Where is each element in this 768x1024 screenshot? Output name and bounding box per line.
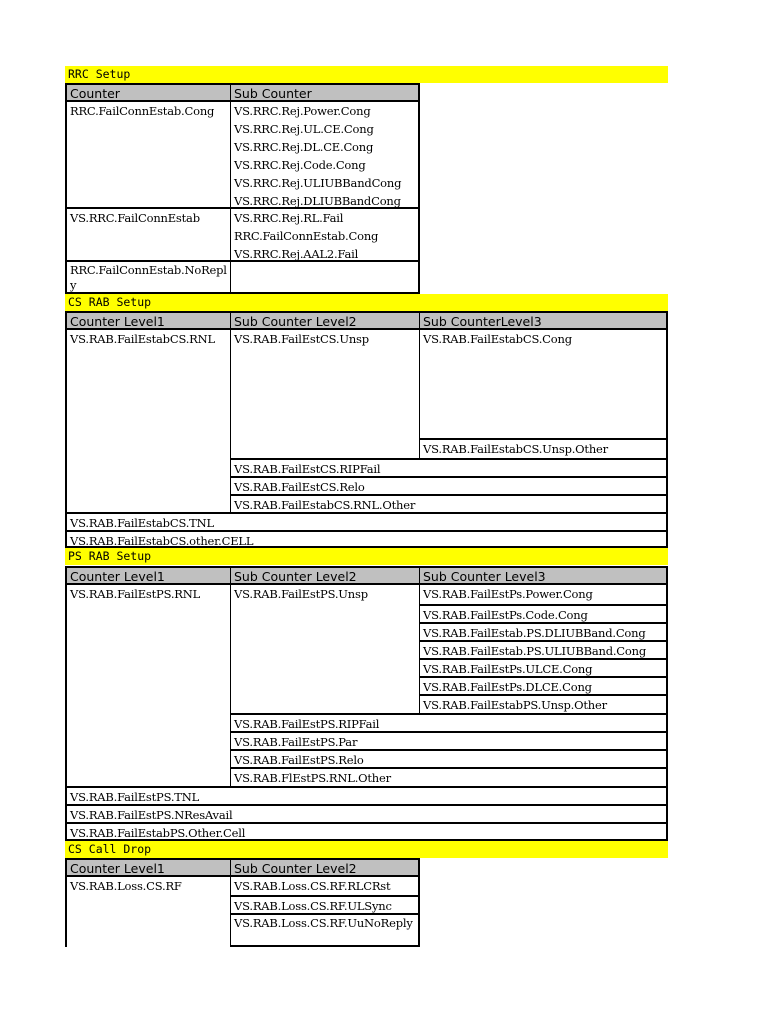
counter-level1-cell[interactable]: VS.RAB.FailEstPS.NResAvail (65, 804, 668, 822)
sub-counter-item: VS.RRC.Rej.ULIUBBandCong (234, 176, 402, 190)
counter-level2-cell[interactable]: VS.RAB.FailEstPS.Unsp (231, 585, 420, 713)
counter-level3-cell[interactable]: VS.RAB.FailEstab.PS.DLIUBBand.Cong (420, 622, 668, 640)
sub-counter-item: VS.RRC.Rej.RL.Fail (234, 211, 344, 225)
counter-level1-cell[interactable]: VS.RAB.Loss.CS.RF (65, 877, 231, 947)
counter-level2-cell[interactable]: VS.RAB.FailEstabCS.RNL.Other (231, 494, 668, 512)
header-sub-counter-level3[interactable]: Sub CounterLevel3 (420, 311, 668, 330)
counter-level3-cell[interactable]: VS.RAB.FailEstPs.DLCE.Cong (420, 676, 668, 694)
counter-level2-cell[interactable]: VS.RAB.Loss.CS.RF.UuNoReply (231, 913, 420, 947)
header-counter-level1[interactable]: Counter Level1 (65, 566, 231, 585)
counter-level1-cell[interactable]: VS.RAB.FailEstabCS.RNL (65, 330, 231, 512)
section-title-rrc-setup[interactable]: RRC Setup (65, 66, 668, 83)
counter-level1-cell[interactable]: VS.RAB.FailEstPS.TNL (65, 786, 668, 804)
counter-level1-cell[interactable]: VS.RAB.FailEstPS.RNL (65, 585, 231, 786)
counter-level1-cell[interactable]: VS.RAB.FailEstabCS.TNL (65, 512, 668, 530)
rrc-counter-cell[interactable]: RRC.FailConnEstab.Cong (65, 102, 231, 207)
sub-counter-item: VS.RRC.Rej.Code.Cong (234, 158, 366, 172)
counter-level2-cell[interactable]: VS.RAB.FailEstPS.Relo (231, 749, 668, 767)
header-sub-counter-level2[interactable]: Sub Counter Level2 (231, 858, 420, 877)
header-counter[interactable]: Counter (65, 83, 231, 102)
sub-counter-item: VS.RRC.Rej.AAL2.Fail (234, 247, 359, 260)
counter-level2-cell[interactable]: VS.RAB.Loss.CS.RF.ULSync (231, 895, 420, 913)
counter-level3-cell[interactable]: VS.RAB.FailEstPs.Power.Cong (420, 585, 668, 604)
section-title-ps-rab-setup[interactable]: PS RAB Setup (65, 548, 668, 565)
header-sub-counter-level2[interactable]: Sub Counter Level2 (231, 311, 420, 330)
counter-level1-cell[interactable]: VS.RAB.FailEstabCS.other.CELL (65, 530, 668, 548)
rrc-sub-counter-cell[interactable] (231, 207, 420, 260)
rrc-counter-cell[interactable]: RRC.FailConnEstab.NoReply (65, 260, 231, 294)
sub-counter-item: RRC.FailConnEstab.Cong (234, 229, 379, 243)
header-counter-level1[interactable]: Counter Level1 (65, 858, 231, 877)
counter-level3-cell[interactable]: VS.RAB.FailEstPs.Code.Cong (420, 604, 668, 622)
counter-level2-cell[interactable]: VS.RAB.FailEstPS.Par (231, 731, 668, 749)
counter-level1-cell[interactable]: VS.RAB.FailEstabPS.Other.Cell (65, 822, 668, 841)
counter-level2-cell[interactable]: VS.RAB.Loss.CS.RF.RLCRst (231, 877, 420, 895)
counter-level3-cell[interactable]: VS.RAB.FailEstPs.ULCE.Cong (420, 658, 668, 676)
header-sub-counter[interactable]: Sub Counter (231, 83, 420, 102)
counter-level2-cell[interactable]: VS.RAB.FailEstCS.Relo (231, 476, 668, 494)
sub-counter-item: VS.RRC.Rej.DLIUBBandCong (234, 194, 401, 207)
rrc-counter-cell[interactable]: VS.RRC.FailConnEstab (65, 207, 231, 260)
rrc-sub-counter-cell[interactable] (231, 102, 420, 207)
counter-level2-cell[interactable]: VS.RAB.FailEstPS.RIPFail (231, 713, 668, 731)
counter-level2-cell[interactable]: VS.RAB.FailEstCS.Unsp (231, 330, 420, 458)
sub-counter-item: VS.RRC.Rej.UL.CE.Cong (234, 122, 374, 136)
rrc-sub-counter-cell-empty[interactable] (231, 260, 420, 294)
section-title-cs-call-drop[interactable]: CS Call Drop (65, 841, 668, 858)
counter-level3-cell[interactable]: VS.RAB.FailEstabCS.Cong (420, 330, 668, 440)
header-counter-level1[interactable]: Counter Level1 (65, 311, 231, 330)
section-title-cs-rab-setup[interactable]: CS RAB Setup (65, 294, 668, 311)
counter-level3-cell[interactable]: VS.RAB.FailEstabCS.Unsp.Other (420, 440, 668, 458)
counter-level2-cell[interactable]: VS.RAB.FlEstPS.RNL.Other (231, 767, 668, 786)
header-sub-counter-level2[interactable]: Sub Counter Level2 (231, 566, 420, 585)
sub-counter-item: VS.RRC.Rej.DL.CE.Cong (234, 140, 374, 154)
counter-level3-cell[interactable]: VS.RAB.FailEstab.PS.ULIUBBand.Cong (420, 640, 668, 658)
counter-level2-cell[interactable]: VS.RAB.FailEstCS.RIPFail (231, 458, 668, 476)
header-sub-counter-level3[interactable]: Sub Counter Level3 (420, 566, 668, 585)
sub-counter-item: VS.RRC.Rej.Power.Cong (234, 104, 371, 118)
counter-level3-cell[interactable]: VS.RAB.FailEstabPS.Unsp.Other (420, 694, 668, 713)
